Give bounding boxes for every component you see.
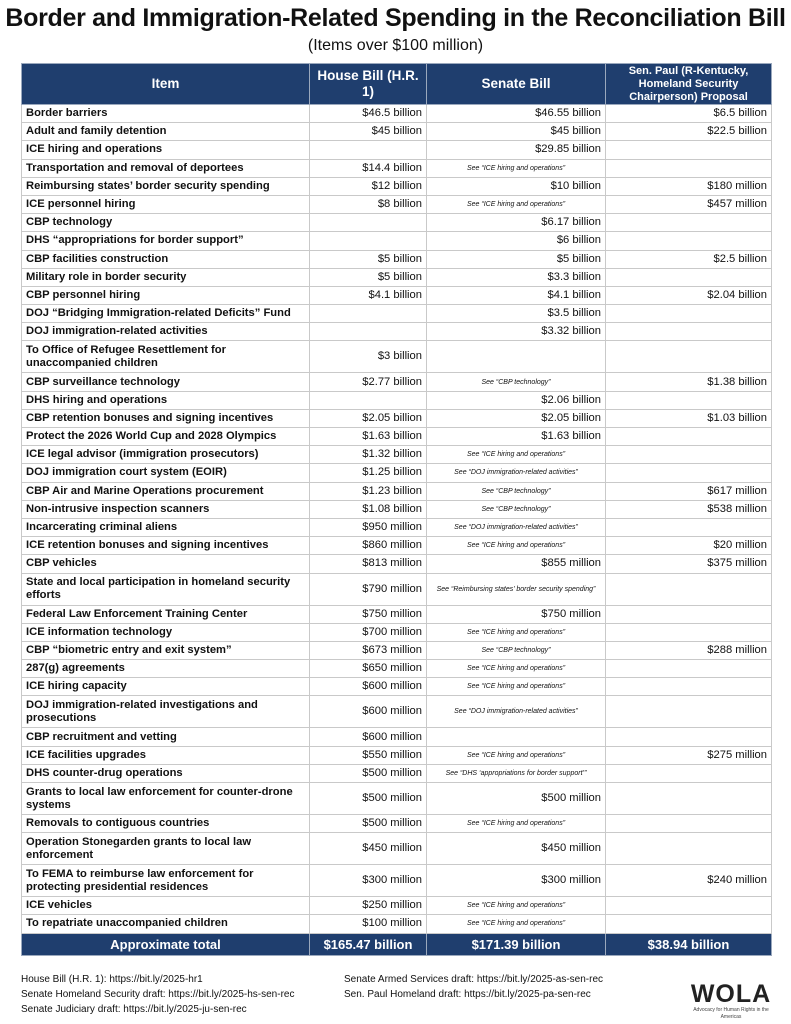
cell-senate <box>427 728 606 746</box>
table-row <box>22 833 772 865</box>
table-row <box>22 341 772 373</box>
table-row <box>22 641 772 659</box>
cell-paul <box>606 323 772 341</box>
cell-house <box>310 391 427 409</box>
cell-paul <box>606 696 772 728</box>
cell-house: $673 million <box>310 641 427 659</box>
table-row <box>22 865 772 897</box>
column-header-senate: Senate Bill <box>427 64 606 105</box>
table-row <box>22 537 772 555</box>
cell-paul <box>606 605 772 623</box>
cell-senate: $4.1 billion <box>427 286 606 304</box>
cell-senate: $500 million <box>427 783 606 815</box>
cell-house: $1.23 billion <box>310 482 427 500</box>
cell-house: $600 million <box>310 728 427 746</box>
cell-senate-reference: See “ICE hiring and operations” <box>427 897 606 915</box>
cell-paul <box>606 141 772 159</box>
table-row <box>22 141 772 159</box>
cell-house <box>310 323 427 341</box>
cell-senate-reference: See “DOJ immigration-related activities” <box>427 518 606 536</box>
cell-paul: $180 million <box>606 177 772 195</box>
cell-paul <box>606 464 772 482</box>
cell-item: DHS “appropriations for border support” <box>22 232 310 250</box>
table-row <box>22 177 772 195</box>
footer-sources-left <box>21 972 294 1017</box>
cell-item: ICE hiring capacity <box>22 678 310 696</box>
cell-paul <box>606 764 772 782</box>
cell-senate-reference: See “ICE hiring and operations” <box>427 195 606 213</box>
cell-senate-reference: See “ICE hiring and operations” <box>427 660 606 678</box>
cell-item: Federal Law Enforcement Training Center <box>22 605 310 623</box>
cell-senate-reference: See “Reimbursing states’ border security spending” <box>427 573 606 605</box>
cell-house: $300 million <box>310 865 427 897</box>
table-row <box>22 678 772 696</box>
cell-senate-reference: See “ICE hiring and operations” <box>427 446 606 464</box>
cell-senate-reference: See “DHS ‘appropriations for border support’” <box>427 764 606 782</box>
cell-senate-reference: See “DOJ immigration-related activities” <box>427 696 606 728</box>
cell-item: Military role in border security <box>22 268 310 286</box>
cell-senate-reference: See “ICE hiring and operations” <box>427 815 606 833</box>
footer-link: House Bill (H.R. 1): https://bit.ly/2025-hr1 <box>21 974 203 985</box>
table-row <box>22 323 772 341</box>
cell-senate <box>427 341 606 373</box>
page-title: Border and Immigration-Related Spending in the Reconciliation Bill <box>5 4 786 32</box>
cell-item: CBP Air and Marine Operations procurement <box>22 482 310 500</box>
cell-paul: $275 million <box>606 746 772 764</box>
cell-paul <box>606 305 772 323</box>
cell-senate: $2.05 billion <box>427 409 606 427</box>
cell-item: CBP retention bonuses and signing incentives <box>22 409 310 427</box>
cell-item: DHS counter-drug operations <box>22 764 310 782</box>
cell-house: $650 million <box>310 660 427 678</box>
cell-paul <box>606 341 772 373</box>
footer-link: Senate Armed Services draft: https://bit.ly/2025-as-sen-rec <box>344 974 604 985</box>
cell-senate-reference: See “CBP technology” <box>427 482 606 500</box>
table-row <box>22 305 772 323</box>
cell-senate-reference: See “CBP technology” <box>427 641 606 659</box>
cell-paul <box>606 214 772 232</box>
cell-house: $500 million <box>310 764 427 782</box>
cell-senate-reference: See “ICE hiring and operations” <box>427 623 606 641</box>
cell-paul: $617 million <box>606 482 772 500</box>
cell-paul <box>606 915 772 933</box>
cell-senate-reference: See “CBP technology” <box>427 500 606 518</box>
cell-item: ICE facilities upgrades <box>22 746 310 764</box>
cell-paul: $22.5 billion <box>606 123 772 141</box>
cell-item: DOJ “Bridging Immigration-related Deficits” Fund <box>22 305 310 323</box>
table-row <box>22 815 772 833</box>
cell-senate: $1.63 billion <box>427 428 606 446</box>
cell-senate: $2.06 billion <box>427 391 606 409</box>
cell-senate: $46.55 billion <box>427 105 606 123</box>
table-row <box>22 214 772 232</box>
cell-house: $4.1 billion <box>310 286 427 304</box>
table-row <box>22 195 772 213</box>
cell-house: $250 million <box>310 897 427 915</box>
cell-house: $1.63 billion <box>310 428 427 446</box>
cell-item: Incarcerating criminal aliens <box>22 518 310 536</box>
cell-item: DHS hiring and operations <box>22 391 310 409</box>
cell-item: ICE information technology <box>22 623 310 641</box>
table-header-row <box>22 64 772 105</box>
table-row <box>22 660 772 678</box>
cell-senate-reference: See “ICE hiring and operations” <box>427 537 606 555</box>
cell-item: CBP vehicles <box>22 555 310 573</box>
cell-senate: $6 billion <box>427 232 606 250</box>
cell-house: $5 billion <box>310 250 427 268</box>
cell-item: ICE vehicles <box>22 897 310 915</box>
table-row <box>22 573 772 605</box>
cell-senate: $5 billion <box>427 250 606 268</box>
table-row <box>22 605 772 623</box>
table-row <box>22 746 772 764</box>
cell-paul <box>606 446 772 464</box>
table-row <box>22 286 772 304</box>
cell-item: State and local participation in homeland security efforts <box>22 573 310 605</box>
total-house: $165.47 billion <box>310 933 427 955</box>
cell-house: $1.32 billion <box>310 446 427 464</box>
cell-house: $950 million <box>310 518 427 536</box>
cell-house <box>310 305 427 323</box>
table-row <box>22 623 772 641</box>
cell-house: $3 billion <box>310 341 427 373</box>
cell-paul <box>606 232 772 250</box>
table-row <box>22 373 772 391</box>
cell-item: ICE retention bonuses and signing incentives <box>22 537 310 555</box>
cell-house: $790 million <box>310 573 427 605</box>
cell-house: $14.4 billion <box>310 159 427 177</box>
cell-paul <box>606 268 772 286</box>
cell-house: $8 billion <box>310 195 427 213</box>
logo-wordmark: WOLA <box>690 980 772 1008</box>
table-row <box>22 159 772 177</box>
wola-logo <box>690 982 772 1021</box>
cell-paul <box>606 428 772 446</box>
cell-house: $450 million <box>310 833 427 865</box>
cell-item: To FEMA to reimburse law enforcement for protecting presidential residences <box>22 865 310 897</box>
cell-item: Transportation and removal of deportees <box>22 159 310 177</box>
cell-house: $2.05 billion <box>310 409 427 427</box>
table-row <box>22 391 772 409</box>
cell-paul: $538 million <box>606 500 772 518</box>
column-header-house: House Bill (H.R. 1) <box>310 64 427 105</box>
cell-item: DOJ immigration-related activities <box>22 323 310 341</box>
cell-house: $45 billion <box>310 123 427 141</box>
table-row <box>22 728 772 746</box>
cell-house: $550 million <box>310 746 427 764</box>
cell-item: Removals to contiguous countries <box>22 815 310 833</box>
cell-item: CBP surveillance technology <box>22 373 310 391</box>
cell-house: $46.5 billion <box>310 105 427 123</box>
cell-senate: $3.5 billion <box>427 305 606 323</box>
cell-item: 287(g) agreements <box>22 660 310 678</box>
cell-senate: $6.17 billion <box>427 214 606 232</box>
cell-paul <box>606 159 772 177</box>
cell-senate: $300 million <box>427 865 606 897</box>
table-row <box>22 268 772 286</box>
total-senate: $171.39 billion <box>427 933 606 955</box>
cell-paul: $20 million <box>606 537 772 555</box>
cell-paul: $288 million <box>606 641 772 659</box>
cell-senate: $855 million <box>427 555 606 573</box>
cell-senate-reference: See “ICE hiring and operations” <box>427 915 606 933</box>
cell-paul <box>606 391 772 409</box>
cell-paul <box>606 518 772 536</box>
cell-house: $750 million <box>310 605 427 623</box>
total-row <box>22 933 772 955</box>
cell-paul: $1.03 billion <box>606 409 772 427</box>
cell-paul <box>606 728 772 746</box>
spending-table <box>21 63 772 956</box>
cell-house: $600 million <box>310 678 427 696</box>
cell-senate: $45 billion <box>427 123 606 141</box>
cell-item: ICE hiring and operations <box>22 141 310 159</box>
cell-paul: $6.5 billion <box>606 105 772 123</box>
cell-senate: $29.85 billion <box>427 141 606 159</box>
table-row <box>22 555 772 573</box>
total-label: Approximate total <box>22 933 310 955</box>
footer-link: Senate Homeland Security draft: https://bit.ly/2025-hs-sen-rec <box>21 989 295 1000</box>
cell-house <box>310 141 427 159</box>
cell-house: $12 billion <box>310 177 427 195</box>
cell-house: $100 million <box>310 915 427 933</box>
cell-item: Operation Stonegarden grants to local law enforcement <box>22 833 310 865</box>
cell-paul: $2.04 billion <box>606 286 772 304</box>
cell-item: To repatriate unaccompanied children <box>22 915 310 933</box>
table-row <box>22 915 772 933</box>
cell-item: ICE personnel hiring <box>22 195 310 213</box>
cell-house: $813 million <box>310 555 427 573</box>
cell-senate-reference: See “ICE hiring and operations” <box>427 678 606 696</box>
table-body <box>22 105 772 934</box>
cell-item: ICE legal advisor (immigration prosecutors) <box>22 446 310 464</box>
table-row <box>22 232 772 250</box>
cell-item: Border barriers <box>22 105 310 123</box>
cell-house: $500 million <box>310 815 427 833</box>
cell-paul <box>606 815 772 833</box>
cell-item: CBP recruitment and vetting <box>22 728 310 746</box>
logo-tagline: Advocacy for Human Rights in the Americas <box>693 1007 769 1020</box>
cell-senate: $10 billion <box>427 177 606 195</box>
table-row <box>22 123 772 141</box>
cell-house: $1.08 billion <box>310 500 427 518</box>
cell-senate-reference: See “ICE hiring and operations” <box>427 746 606 764</box>
table-row <box>22 105 772 123</box>
cell-senate: $3.3 billion <box>427 268 606 286</box>
cell-senate-reference: See “CBP technology” <box>427 373 606 391</box>
cell-item: DOJ immigration-related investigations and prosecutions <box>22 696 310 728</box>
cell-item: DOJ immigration court system (EOIR) <box>22 464 310 482</box>
table-row <box>22 446 772 464</box>
cell-paul: $457 million <box>606 195 772 213</box>
cell-item: CBP technology <box>22 214 310 232</box>
table-row <box>22 500 772 518</box>
page-subtitle: (Items over $100 million) <box>307 37 484 54</box>
cell-house: $860 million <box>310 537 427 555</box>
table-row <box>22 464 772 482</box>
footer-link: Senate Judiciary draft: https://bit.ly/2025-ju-sen-rec <box>21 1004 247 1015</box>
table-row <box>22 428 772 446</box>
cell-item: Adult and family detention <box>22 123 310 141</box>
column-header-paul: Sen. Paul (R-Kentucky, Homeland Security Chairperson) Proposal <box>606 64 772 105</box>
cell-paul <box>606 678 772 696</box>
cell-house: $5 billion <box>310 268 427 286</box>
footer-link: Sen. Paul Homeland draft: https://bit.ly/2025-pa-sen-rec <box>344 989 591 1000</box>
footer-sources-right <box>344 972 603 1002</box>
cell-house <box>310 214 427 232</box>
cell-item: CBP “biometric entry and exit system” <box>22 641 310 659</box>
cell-senate: $450 million <box>427 833 606 865</box>
cell-house: $500 million <box>310 783 427 815</box>
cell-senate: $3.32 billion <box>427 323 606 341</box>
cell-item: CBP facilities construction <box>22 250 310 268</box>
column-header-item: Item <box>22 64 310 105</box>
table-row <box>22 250 772 268</box>
cell-paul: $375 million <box>606 555 772 573</box>
cell-paul <box>606 833 772 865</box>
cell-senate: $750 million <box>427 605 606 623</box>
cell-item: Reimbursing states’ border security spending <box>22 177 310 195</box>
cell-paul <box>606 660 772 678</box>
cell-item: Grants to local law enforcement for counter-drone systems <box>22 783 310 815</box>
cell-paul <box>606 783 772 815</box>
cell-house: $1.25 billion <box>310 464 427 482</box>
cell-paul <box>606 573 772 605</box>
cell-item: Protect the 2026 World Cup and 2028 Olympics <box>22 428 310 446</box>
table-row <box>22 409 772 427</box>
table-row <box>22 764 772 782</box>
table-row <box>22 518 772 536</box>
cell-item: Non-intrusive inspection scanners <box>22 500 310 518</box>
cell-house: $600 million <box>310 696 427 728</box>
cell-paul <box>606 623 772 641</box>
cell-paul: $2.5 billion <box>606 250 772 268</box>
total-paul: $38.94 billion <box>606 933 772 955</box>
cell-house: $2.77 billion <box>310 373 427 391</box>
cell-house: $700 million <box>310 623 427 641</box>
table-row <box>22 897 772 915</box>
cell-item: To Office of Refugee Resettlement for unaccompanied children <box>22 341 310 373</box>
cell-paul: $1.38 billion <box>606 373 772 391</box>
cell-paul: $240 million <box>606 865 772 897</box>
table-row <box>22 783 772 815</box>
cell-senate-reference: See “ICE hiring and operations” <box>427 159 606 177</box>
cell-house <box>310 232 427 250</box>
cell-senate-reference: See “DOJ immigration-related activities” <box>427 464 606 482</box>
table-row <box>22 482 772 500</box>
table-row <box>22 696 772 728</box>
cell-paul <box>606 897 772 915</box>
cell-item: CBP personnel hiring <box>22 286 310 304</box>
